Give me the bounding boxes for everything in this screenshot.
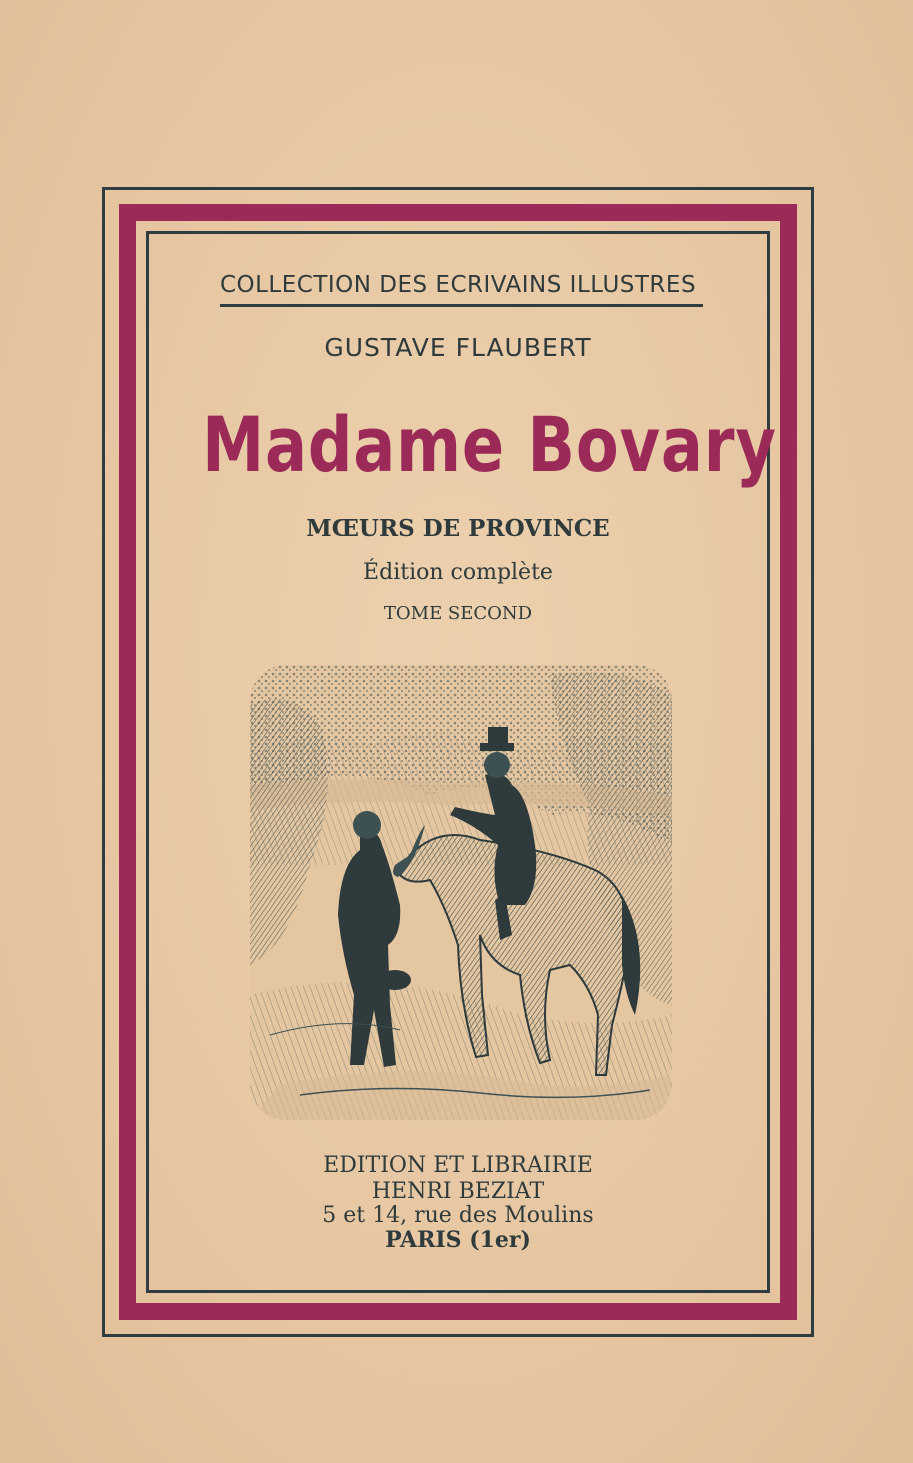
- author-name: GUSTAVE FLAUBERT: [324, 333, 592, 362]
- book-title: Madame Bovary: [202, 400, 777, 489]
- volume-label: TOME SECOND: [383, 603, 533, 624]
- collection-name: COLLECTION DES ECRIVAINS ILLUSTRES: [219, 272, 697, 298]
- book-subtitle: MŒURS DE PROVINCE: [306, 515, 610, 542]
- edition-label: Édition complète: [363, 560, 553, 585]
- publisher-address: 5 et 14, rue des Moulins: [322, 1203, 594, 1228]
- publisher-city: PARIS (1er): [385, 1227, 531, 1253]
- publisher-line-1: EDITION ET LIBRAIRIE: [323, 1153, 593, 1178]
- engraving-illustration: [250, 665, 672, 1120]
- publisher-line-2: HENRI BEZIAT: [371, 1179, 545, 1204]
- collection-underline: [220, 304, 703, 307]
